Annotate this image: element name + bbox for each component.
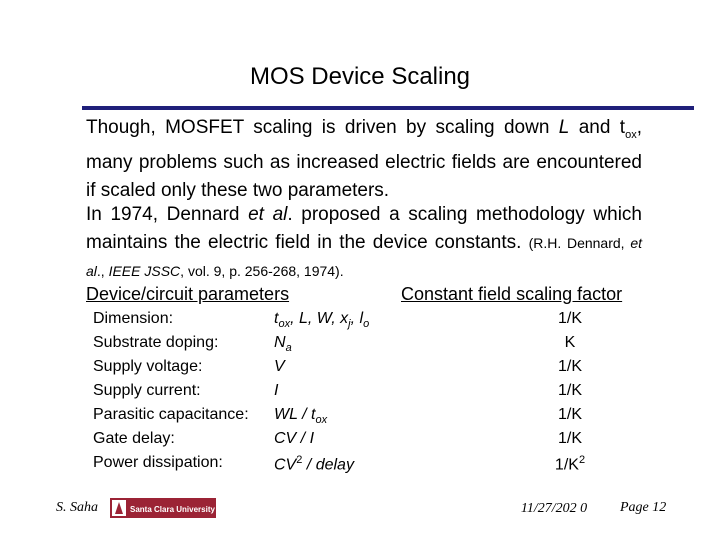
parameter-label: Dimension: (93, 310, 174, 327)
footer-date: 11/27/202 0 (520, 501, 588, 516)
parameter-expression: V (274, 358, 285, 375)
parameter-expression: I (274, 382, 279, 399)
parameter-expression: $N_a$ (274, 334, 292, 355)
table-header-scaling-factor: Constant field scaling factor (401, 284, 623, 304)
scaling-factor: 1/K (557, 358, 582, 375)
parameter-label: Supply voltage: (93, 358, 203, 375)
slide-title: MOS Device Scaling (249, 63, 471, 90)
parameter-label: Parasitic capacitance: (93, 406, 249, 423)
parameter-label: Supply current: (93, 382, 201, 399)
scaling-factor: 1/K (557, 310, 582, 327)
parameter-expression: CV / I (274, 430, 315, 447)
table-row (0, 406, 720, 430)
table-row (0, 430, 720, 454)
footer-author: S. Saha (56, 500, 98, 515)
paragraph-scaling-intro: Though, MOSFET scaling is driven by scaling down L and $t_{ox}$, many problems such as increased electric fields are encountered if scaled only these two parameters. (86, 117, 642, 201)
parameter-expression: $CV^2$ / delay (274, 454, 354, 474)
table-row (0, 334, 720, 358)
scaling-factor: K (564, 334, 576, 351)
parameter-label: Substrate doping: (93, 334, 219, 351)
table-header-parameters: Device/circuit parameters (86, 284, 290, 304)
scaling-factor: $1/K^2$ (554, 454, 586, 474)
parameter-label: Power dissipation: (93, 454, 223, 471)
title-rule (82, 106, 694, 110)
university-logo (110, 498, 216, 518)
scaling-factor: 1/K (557, 382, 582, 399)
parameter-expression: $t_{ox}$, L, W, $x_j$, $l_o$ (274, 310, 370, 331)
citation: (R.H. Dennard, et al., IEEE JSSC, vol. 9, p. 256-268, 1974). (86, 235, 642, 279)
table-row (0, 454, 720, 478)
parameter-label: Gate delay: (93, 430, 175, 447)
parameter-expression: WL / $t_{ox}$ (274, 406, 328, 427)
logo-text: Santa Clara University (130, 505, 215, 514)
scaling-factor: 1/K (557, 406, 582, 423)
scaling-factor: 1/K (557, 430, 582, 447)
table-row (0, 310, 720, 334)
paragraph-dennard: In 1974, Dennard et al. proposed a scaling methodology which maintains the electric field in the device constants. (R.H. Dennard, et al., IEEE JSSC, vol. 9, p. 256-268, 1974). (86, 204, 642, 279)
table-row (0, 358, 720, 382)
footer-page-number: Page 12 (620, 500, 667, 515)
table-row (0, 382, 720, 406)
